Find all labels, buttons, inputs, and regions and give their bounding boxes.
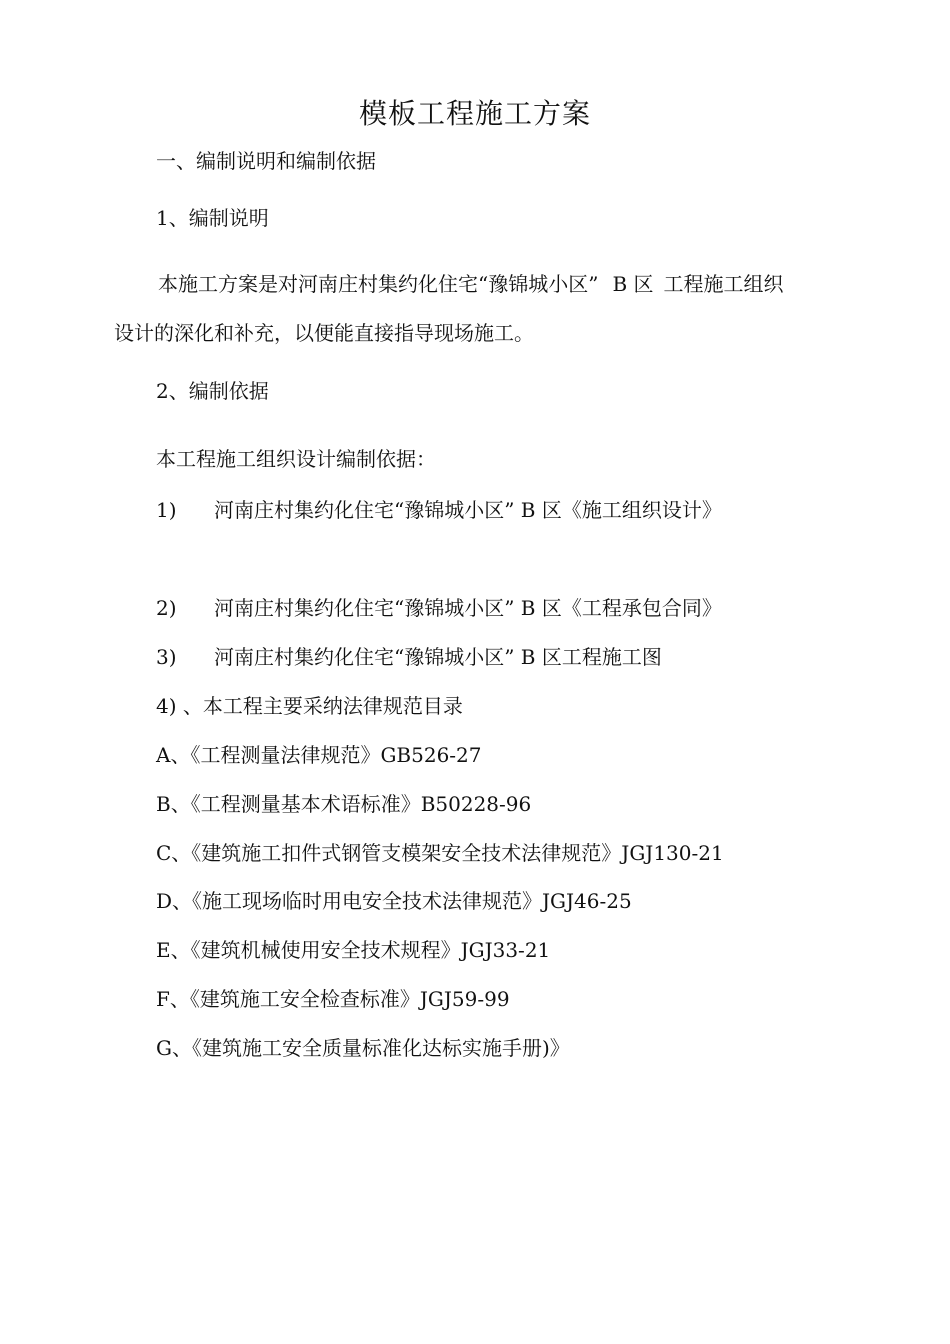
sub1-paragraph-text-c: 工程施工组织 [663, 272, 784, 296]
basis-item [156, 595, 722, 621]
standard-item: A、《工程测量法律规范》GB526-27 [156, 743, 482, 767]
standard-item: B、《工程测量基本术语标准》B50228-96 [156, 792, 532, 816]
sub2-heading: 2、编制依据 [156, 379, 269, 403]
sub1-paragraph-text-b: B 区 [612, 272, 654, 296]
basis-item-text: 河南庄村集约化住宅“豫锦城小区” B 区《工程承包合同》 [214, 596, 722, 620]
standard-item: D、《施工现场临时用电安全技术法律规范》JGJ46-25 [156, 889, 632, 913]
item4-heading: 4) 、本工程主要采纳法律规范目录 [156, 694, 463, 718]
document-title: 模板工程施工方案 [358, 97, 591, 130]
standard-item: G、《建筑施工安全质量标准化达标实施手册)》 [156, 1036, 570, 1060]
basis-item-number: 3) [156, 645, 177, 669]
section1-heading: 一、编制说明和编制依据 [156, 149, 376, 173]
sub1-paragraph-text-a: 本施工方案是对河南庄村集约化住宅“豫锦城小区” [158, 272, 599, 296]
standard-item: C、《建筑施工扣件式钢管支模架安全技术法律规范》JGJ130-21 [156, 841, 724, 865]
standard-item: E、《建筑机械使用安全技术规程》JGJ33-21 [156, 938, 551, 962]
basis-item [156, 644, 662, 670]
basis-item-number: 1) [156, 498, 177, 522]
basis-item-text: 河南庄村集约化住宅“豫锦城小区” B 区《施工组织设计》 [214, 498, 722, 522]
standard-item: F、《建筑施工安全检查标准》JGJ59-99 [156, 987, 510, 1011]
basis-item-number: 2) [156, 596, 177, 620]
sub1-paragraph-line1 [158, 271, 784, 297]
basis-item [156, 497, 722, 523]
basis-item-text: 河南庄村集约化住宅“豫锦城小区” B 区工程施工图 [214, 645, 662, 669]
sub1-heading: 1、编制说明 [156, 206, 269, 230]
sub1-paragraph-line2: 设计的深化和补充，以便能直接指导现场施工。 [114, 321, 534, 345]
sub2-intro: 本工程施工组织设计编制依据： [156, 447, 436, 471]
